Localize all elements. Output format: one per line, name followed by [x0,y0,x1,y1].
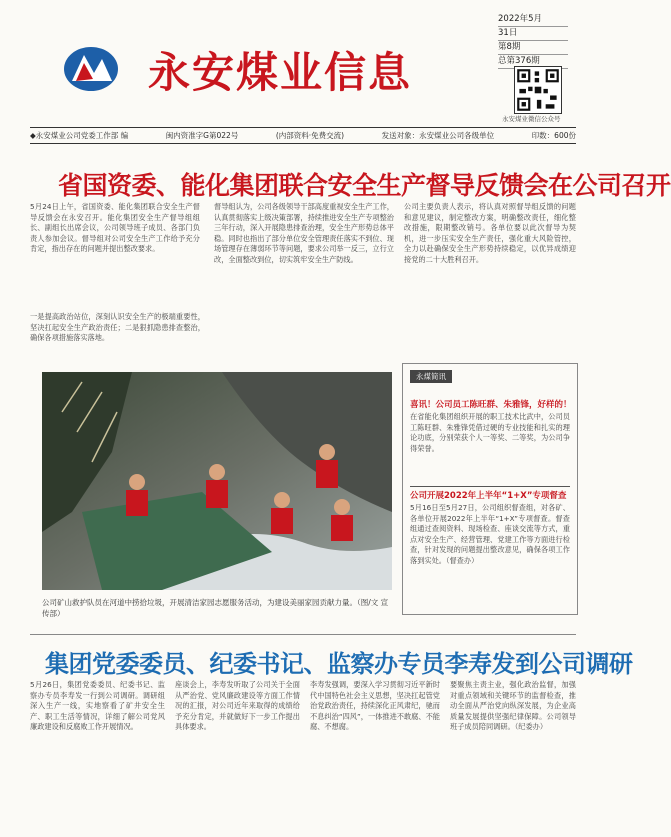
issue-number: 第8期 [498,41,568,55]
permit-number: 闽内资准字G第022号 [165,131,239,140]
divider [30,634,576,635]
paper-name: 永安煤业信息 [148,48,413,97]
audience: 发送对象：永安煤业公司各级单位 [381,131,495,140]
total-issue: 总第376期 [498,55,568,69]
news-photo [42,372,392,590]
qr-caption: 永安煤业微信公众号 [502,115,561,123]
article-body-col: 一是提高政治站位，深刻认识安全生产的极端重要性，坚决扛起安全生产政治责任；二是狠抓隐患排查整治，确保各项措施落实落地。 [30,312,205,343]
divider [410,486,570,487]
issue-day: 31日 [498,27,568,41]
issue-date: 2022年5月 [498,13,568,27]
article-body-col: 5月26日，集团党委委员、纪委书记、监察办专员李寿发一行到公司调研。调研组深入生产一线，实地察看了矿井安全生产、职工生活等情况，详细了解公司党风廉政建设和反腐败工作开展情况。 [30,680,165,732]
article-body-col: 公司主要负责人表示，将认真对照督导组反馈的问题和意见建议，制定整改方案，明确整改责任，细化整改措施，限期整改销号。各单位要以此次督导为契机，进一步压实安全生产责任，强化重大风险管控，全力以赴确保安全生产形势持续稳定，以优异成绩迎接党的二十大胜利召开。 [404,202,576,264]
article-body-col: 要聚焦主责主业，强化政治监督，加强对重点领域和关键环节的监督检查，推动全面从严治党向纵深发展，为企业高质量发展提供坚强纪律保障。公司领导班子成员陪同调研。（纪委办） [450,680,576,732]
newspaper-logo [62,45,120,93]
qr-code-icon [514,66,562,114]
brief-body: 在省能化集团组织开展的职工技术比武中，公司员工陈旺群、朱雅锋凭借过硬的专业技能和扎实的理论功底，分别荣获个人一等奖、二等奖，为公司争得荣誉。 [410,412,570,453]
article-body-col: 督导组认为，公司各级领导干部高度重视安全生产工作，认真贯彻落实上级决策部署，持续推进安全生产专项整治三年行动，深入开展隐患排查治理，安全生产形势总体平稳。同时也指出了部分单位安全管理责任落实不到位、现场管理存在薄弱环节等问题，要求公司举一反三，立行立改，全面整改到位，切实筑牢安全生产防线。 [214,202,394,264]
photo-caption: 公司矿山救护队员在河道中捞拾垃圾，开展清洁家园志愿服务活动，为建设美丽家园贡献力量。（图/文 宣传部） [42,598,389,618]
sponsor: ◆永安煤业公司党委工作部 编 [30,131,129,140]
article-body-col: 李寿发强调，要深入学习贯彻习近平新时代中国特色社会主义思想，坚决扛起管党治党政治责任，持续深化正风肃纪，驰而不息纠治“四风”，一体推进不敢腐、不能腐、不想腐。 [310,680,440,732]
info-bar [30,127,576,144]
brief-title: 喜讯！公司员工陈旺群、朱雅锋，好样的！ [410,400,572,410]
print-count: 印数：600份 [531,131,576,140]
sidebar-tag: 永煤简讯 [410,370,452,383]
issue-info [498,13,568,69]
article-body-col: 座谈会上，李寿发听取了公司关于全面从严治党、党风廉政建设等方面工作情况的汇报，对公司近年来取得的成绩给予充分肯定，并就做好下一步工作提出具体要求。 [175,680,300,732]
brief-body: 5月16日至5月27日，公司组织督查组，对各矿、各单位开展2022年上半年“1+X”专项督查。督查组通过查阅资料、现场检查、座谈交流等方式，重点对安全生产、经营管理、党建工作等方面进行检查，针对发现的问题提出整改意见，确保各项工作落到实处。（督查办） [410,503,570,565]
brief-title: 公司开展2022年上半年“1+X”专项督查 [410,491,567,501]
article-headline: 集团党委委员、纪委书记、监察办专员李寿发到公司调研 [45,649,633,678]
article-body-col: 5月24日上午，省国资委、能化集团联合安全生产督导反馈会在永安召开。能化集团安全生产督导组组长、副组长出席会议，公司领导班子成员、各部门负责人参加会议。督导组对公司安全生产工作给予充分肯定，指出存在的问题并提出整改要求。 [30,202,200,254]
article-headline: 省国资委、能化集团联合安全生产督导反馈会在公司召开 [58,171,671,200]
internal-note: (内部资料·免费交流) [275,131,345,140]
